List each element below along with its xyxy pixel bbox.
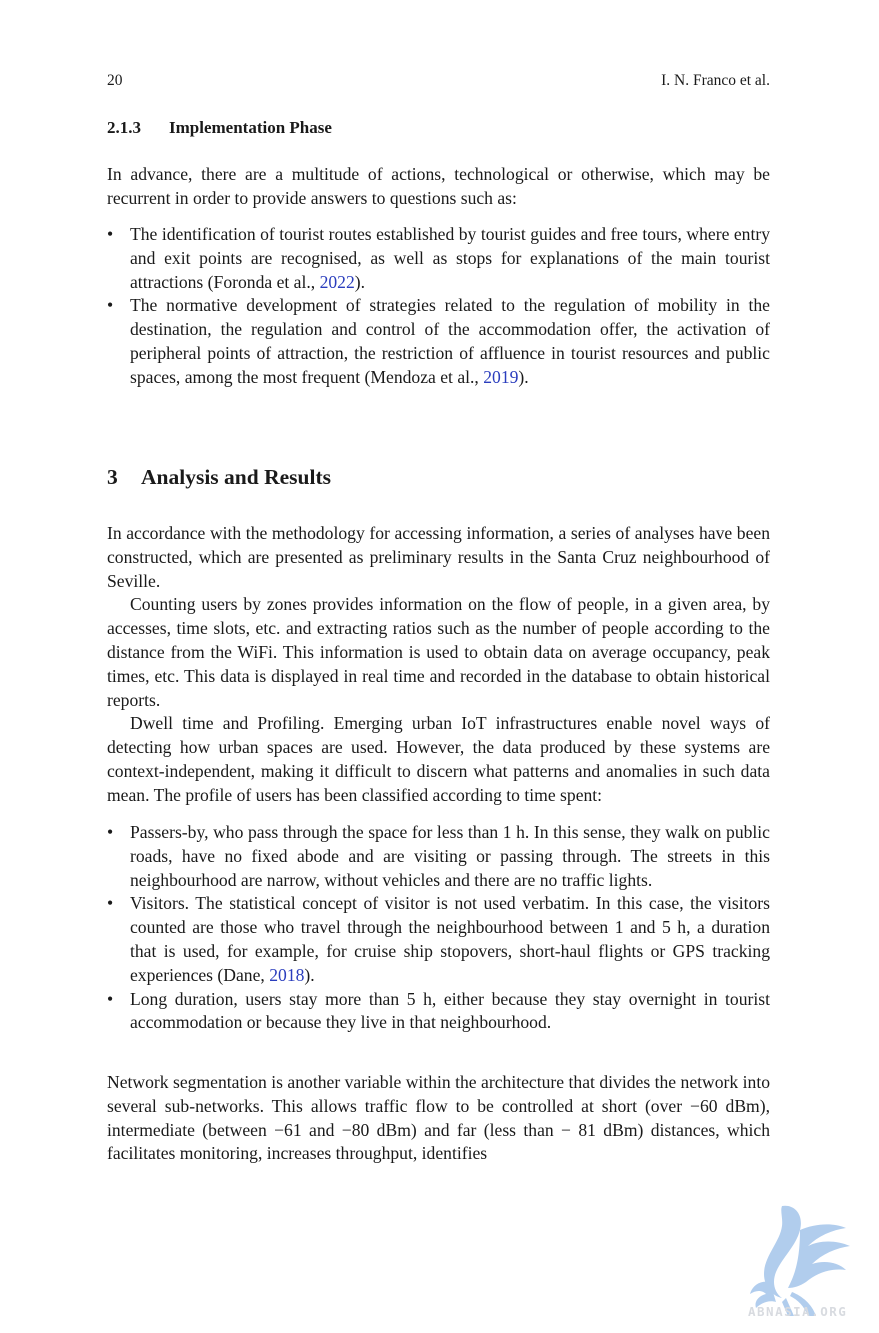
intro-block — [107, 163, 770, 211]
bullet-icon: • — [107, 822, 114, 842]
intro-paragraph: In advance, there are a multitude of actions, technological or otherwise, which may be recurrent in order to provide answers to questions such as: — [107, 164, 770, 208]
list-item-text: The identification of tourist routes established by tourist guides and free tours, where entry and exit points are recognised, as well as stops for explanations of the main tourist attractions (Foronda et al., — [130, 224, 770, 292]
section-heading — [107, 463, 331, 491]
results-block — [107, 522, 770, 808]
subsection-heading — [107, 116, 332, 140]
list-item — [107, 223, 770, 294]
paragraph: Dwell time and Profiling. Emerging urban IoT infrastructures enable novel ways of detecting how urban spaces are used. However, the data produced by these systems are context-independent, making it difficult to discern what patterns and anomalies in such data mean. The profile of users has been classified according to time spent: — [107, 713, 770, 805]
subsection-title: Implementation Phase — [169, 118, 332, 137]
list-item — [107, 988, 770, 1036]
running-head — [107, 70, 770, 92]
network-block — [107, 1071, 770, 1166]
watermark-text: ABNASIA.ORG — [748, 1304, 848, 1319]
list-item-tail: ). — [518, 366, 529, 387]
citation-link[interactable]: 2022 — [319, 271, 355, 292]
section-title: Analysis and Results — [141, 465, 331, 489]
list-item-text: Visitors. The statistical concept of visitor is not used verbatim. In this case, the visitors counted are those who travel through the neighbourhood between 1 and 5 h, a duration that is used, for example, for cruise ship stopovers, short-haul flights or GPS tracking experiences (Dane, — [130, 893, 770, 985]
list-item — [107, 294, 770, 389]
paragraph: Network segmentation is another variable within the architecture that divides the network into several sub-networks. This allows traffic flow to be controlled at short (over −60 dBm), intermediate (between −61 and −80 dBm) and far (less than − 81 dBm) distances, which facilitates monitoring, increases throughput, identifies — [107, 1072, 770, 1164]
subsection-number: 2.1.3 — [107, 118, 141, 137]
bullet-icon: • — [107, 295, 114, 316]
paragraph: Counting users by zones provides information on the flow of people, in a given area, by accesses, time slots, etc. and extracting ratios such as the number of people according to the distance from the WiFi. This information is used to obtain data on average occupancy, peak times, etc. This data is displayed in real time and recorded in the database to obtain historical reports. — [107, 594, 770, 710]
bullet-icon: • — [107, 988, 114, 1009]
bullet-icon: • — [107, 893, 114, 914]
page-number: 20 — [107, 72, 123, 89]
running-head-authors: I. N. Franco et al. — [661, 72, 770, 89]
list-item-text: The normative development of strategies related to the regulation of mobility in the destination, the regulation and control of the accommodation offer, the activation of peripheral points of attraction, the restriction of affluence in tourist resources and public spaces, among the most frequent (Mendoza et al., — [130, 295, 770, 387]
section-number: 3 — [107, 465, 118, 489]
list-item-tail: ). — [354, 271, 366, 292]
paragraph: In accordance with the methodology for accessing information, a series of analyses have been constructed, which are presented as preliminary results in the Santa Cruz neighbourhood of Seville. — [107, 523, 770, 591]
list-item-tail: ). — [304, 964, 315, 985]
list-item — [107, 892, 770, 987]
bullet-icon: • — [107, 224, 114, 244]
citation-link[interactable]: 2018 — [269, 964, 305, 985]
bullet-list-actions — [107, 223, 770, 390]
list-item-text: Passers-by, who pass through the space for less than 1 h. In this sense, they walk on public roads, have no fixed abode and are visiting or passing through. The streets in this neighbourhood are narrow, without vehicles and there are no traffic lights. — [130, 822, 770, 890]
list-item-text: Long duration, users stay more than 5 h, either because they stay overnight in tourist accommodation or because they live in that neighbourhood. — [130, 988, 770, 1033]
citation-link[interactable]: 2019 — [483, 366, 519, 387]
bullet-list-profiles — [107, 821, 770, 1035]
list-item — [107, 821, 770, 892]
